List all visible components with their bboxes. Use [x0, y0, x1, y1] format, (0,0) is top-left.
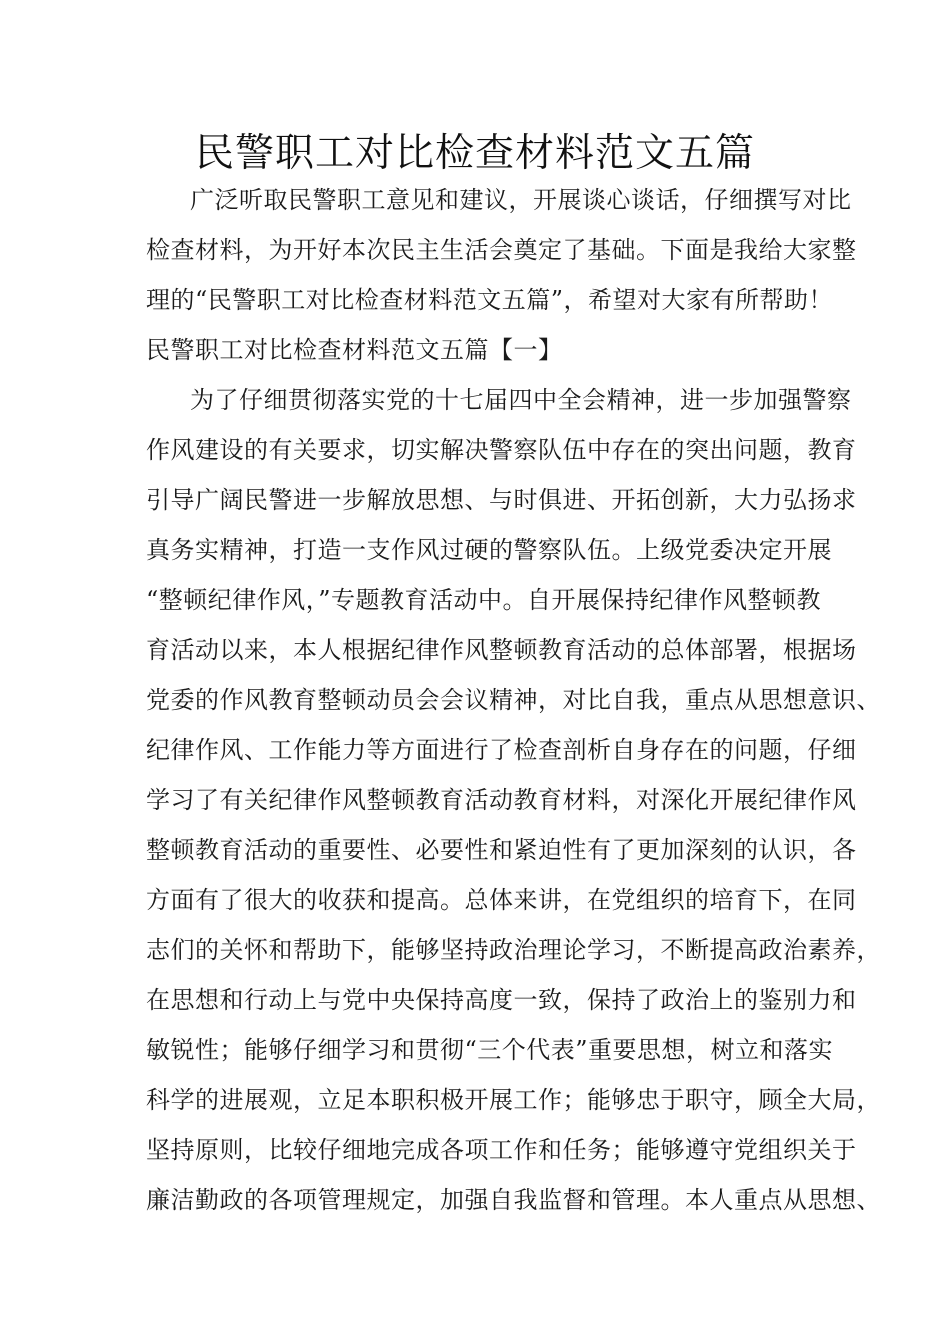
body-line-13: 在思想和行动上与党中央保持高度一致，保持了政治上的鉴别力和 — [146, 986, 857, 1014]
body-line-12: 志们的关怀和帮助下，能够坚持政治理论学习，不断提高政治素养， — [146, 936, 881, 964]
body-line-2: 作风建设的有关要求，切实解决警察队伍中存在的突出问题，教育 — [146, 436, 857, 464]
body-line-8: 纪律作风、工作能力等方面进行了检查剖析自身存在的问题，仔细 — [146, 736, 857, 764]
body-line-16: 坚持原则，比较仔细地完成各项工作和任务；能够遵守党组织关于 — [146, 1136, 857, 1164]
body-line-4: 真务实精神，打造一支作风过硬的警察队伍。上级党委决定开展 — [146, 536, 832, 564]
body-line-6: 育活动以来，本人根据纪律作风整顿教育活动的总体部署，根据场 — [146, 636, 857, 664]
body-line-9: 学习了有关纪律作风整顿教育活动教育材料，对深化开展纪律作风 — [146, 786, 857, 814]
body-line-7: 党委的作风教育整顿动员会会议精神，对比自我，重点从思想意识、 — [146, 686, 881, 714]
section-heading: 民警职工对比检查材料范文五篇【一】 — [146, 336, 563, 364]
intro-line-2: 检查材料，为开好本次民主生活会奠定了基础。下面是我给大家整 — [146, 236, 857, 264]
body-line-3: 引导广阔民警进一步解放思想、与时俱进、开拓创新，大力弘扬求 — [146, 486, 857, 514]
body-line-17: 廉洁勤政的各项管理规定，加强自我监督和管理。本人重点从思想、 — [146, 1186, 881, 1214]
body-line-10: 整顿教育活动的重要性、必要性和紧迫性有了更加深刻的认识，各 — [146, 836, 857, 864]
body-line-14: 敏锐性；能够仔细学习和贯彻“三个代表”重要思想，树立和落实 — [146, 1036, 834, 1064]
body-line-15: 科学的进展观，立足本职积极开展工作；能够忠于职守，顾全大局， — [146, 1086, 881, 1114]
intro-line-3: 理的“民警职工对比检查材料范文五篇”，希望对大家有所帮助！ — [146, 286, 834, 314]
intro-line-1: 广泛听取民警职工意见和建议，开展谈心谈话，仔细撰写对比 — [190, 186, 852, 214]
document-title: 民警职工对比检查材料范文五篇 — [194, 131, 755, 176]
body-line-11: 方面有了很大的收获和提高。总体来讲，在党组织的培育下，在同 — [146, 886, 857, 914]
body-line-5: “整顿纪律作风，”专题教育活动中。自开展保持纪律作风整顿教 — [146, 586, 822, 614]
body-line-1: 为了仔细贯彻落实党的十七届四中全会精神，进一步加强警察 — [190, 386, 852, 414]
